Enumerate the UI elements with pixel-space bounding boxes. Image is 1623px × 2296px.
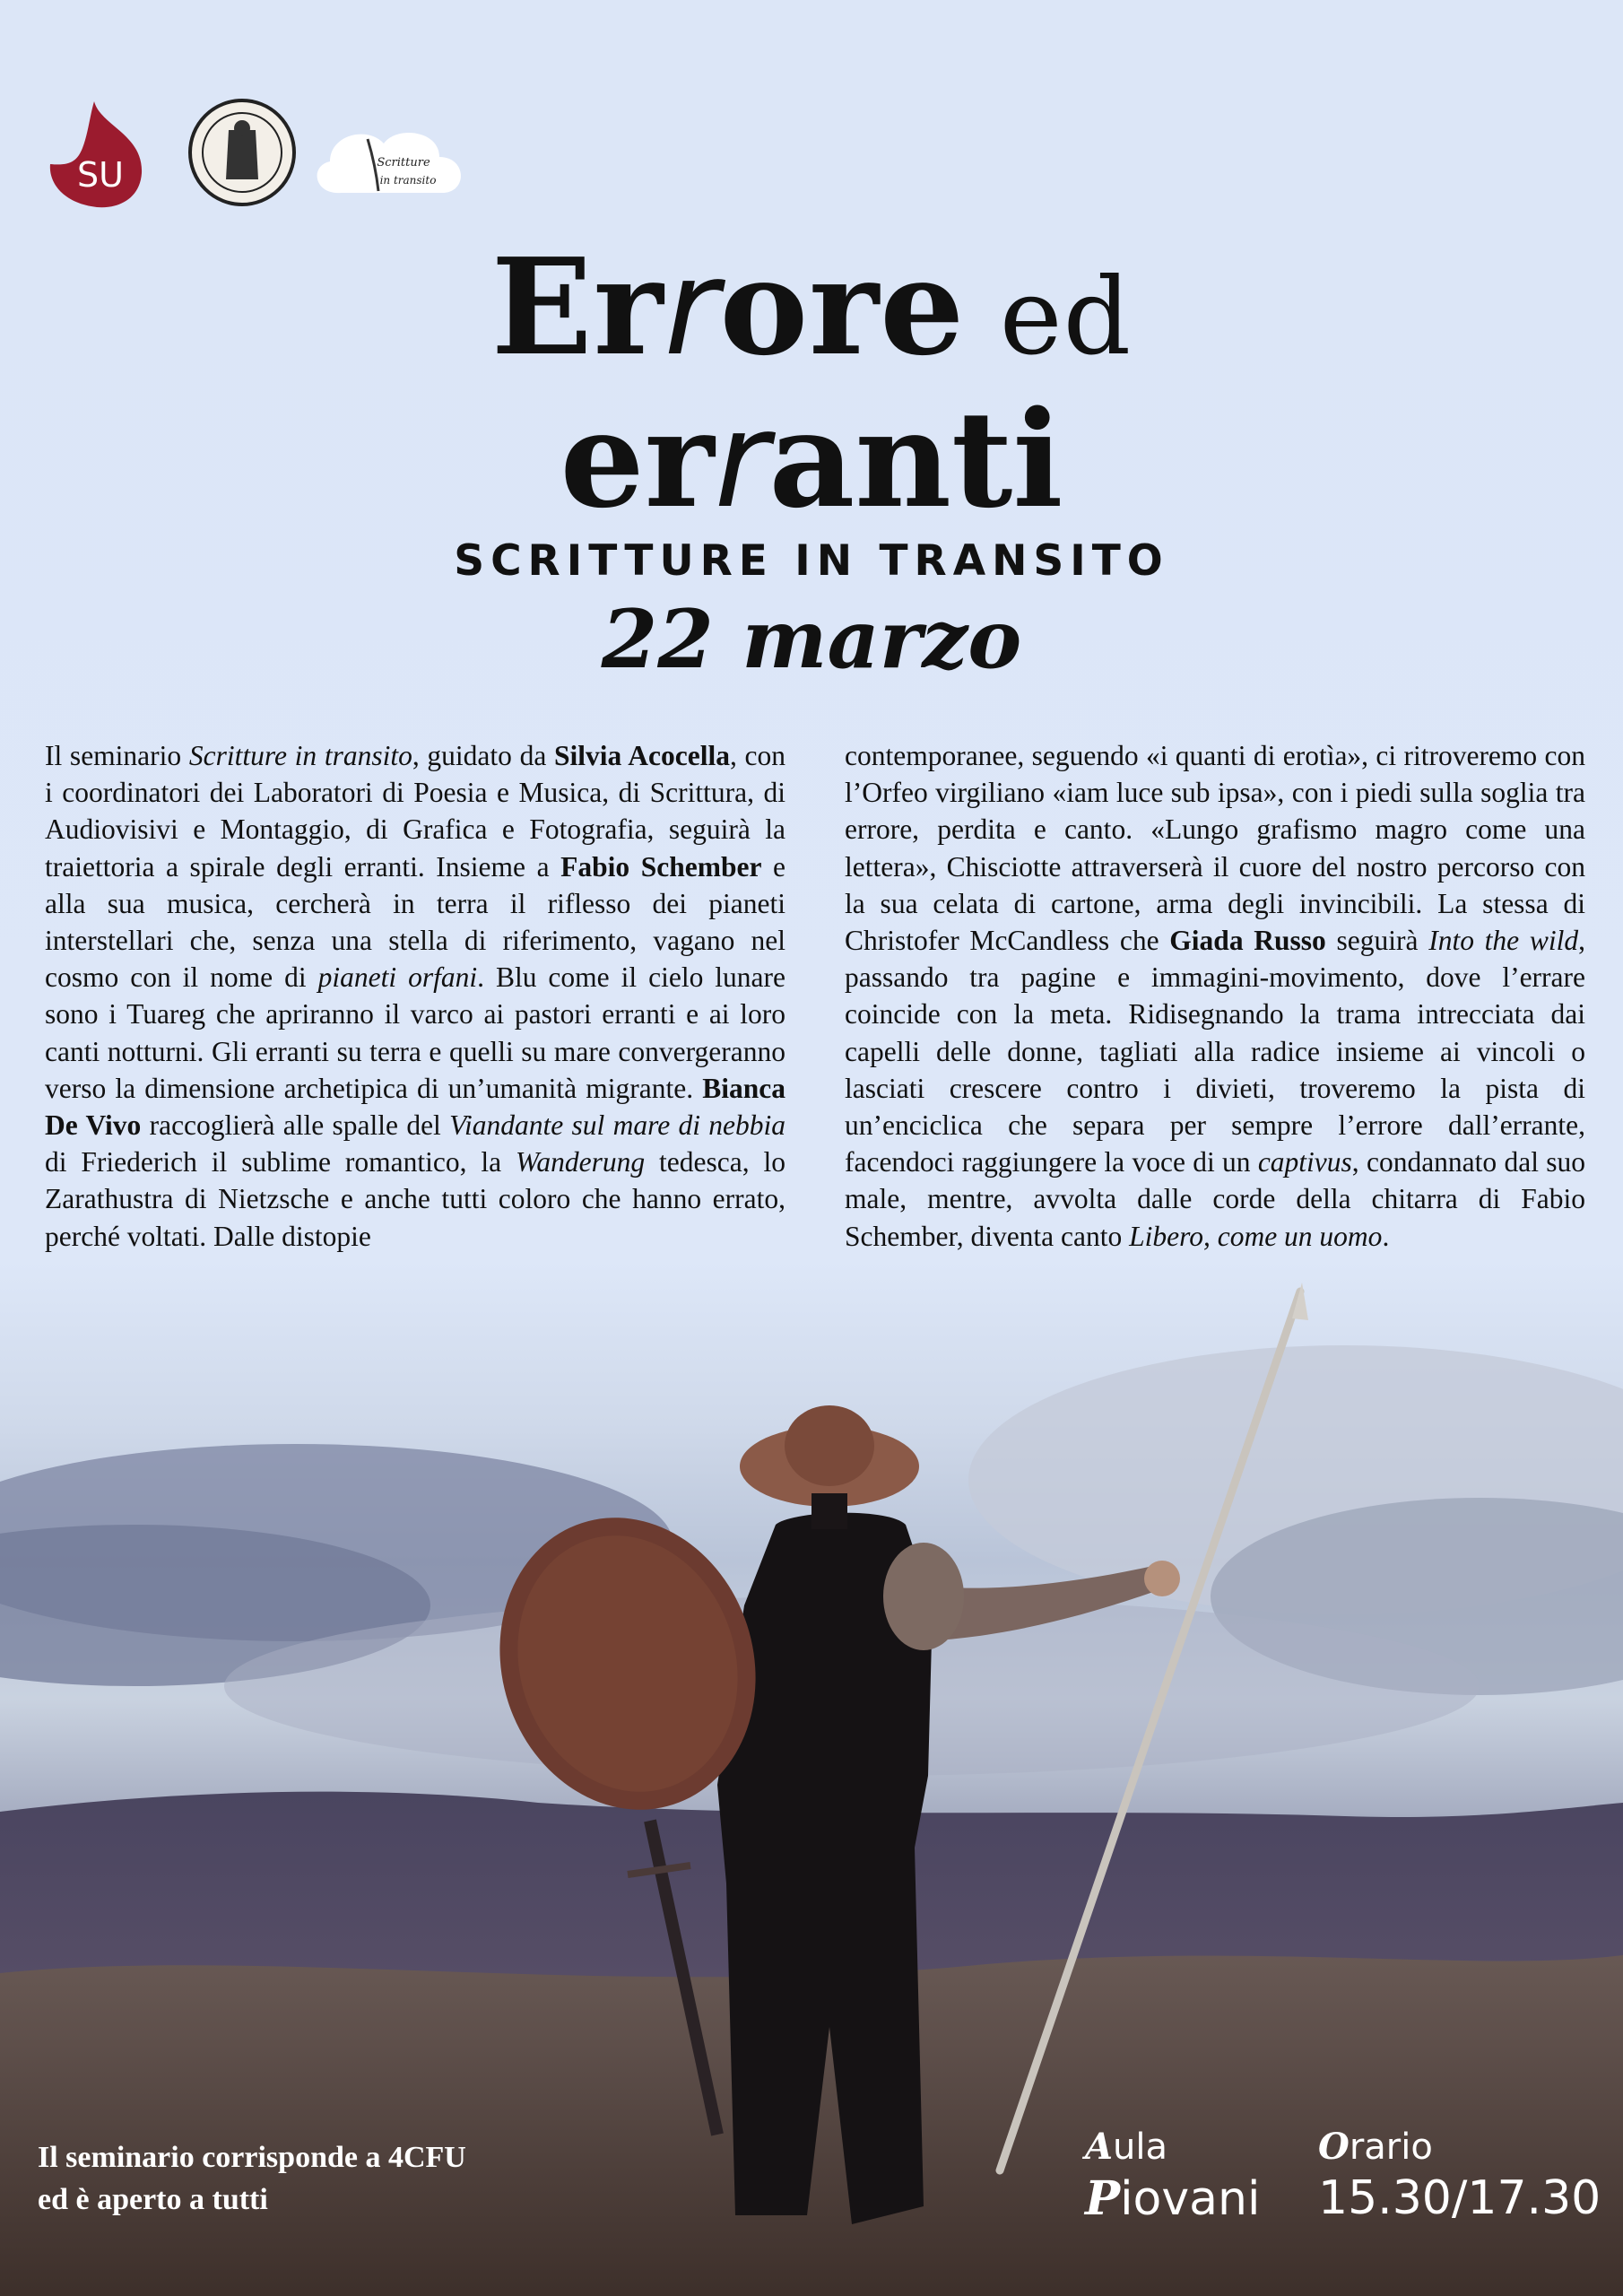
title-line-2: erranti	[560, 381, 1063, 537]
venue-info	[1085, 2126, 1260, 2226]
text-run: Bianca De Vivo	[45, 1072, 785, 1142]
time-info	[1318, 2126, 1601, 2225]
text-run: , guidato da	[412, 740, 555, 771]
venue-label: Aula	[1085, 2126, 1168, 2168]
credits-line-2: ed è aperto a tutti	[38, 2183, 268, 2216]
text-run: Silvia Acocella	[554, 740, 730, 771]
text-run: di Friederich il sublime romantico, la	[45, 1146, 516, 1178]
time-value: 15.30/17.30	[1318, 2171, 1601, 2225]
text-run: , passando tra pagine e immagini-movimento, dove l’errare coincide con la meta. Ridisegnando la trama intrecciata dai capelli delle donne, tagliati alla radice insieme ai vincoli o lasciati crescere contro i divieti, troveremo la pista di un’enciclica che separa per sempre l’errore dall’errante, facendoci raggiungere la voce di un	[845, 925, 1585, 1178]
text-run: Fabio Schember	[560, 850, 762, 883]
text-run: Into the wild	[1428, 925, 1579, 957]
text-run: Wanderung	[516, 1146, 646, 1178]
svg-text:SU: SU	[77, 155, 124, 195]
body-text-right-column	[845, 737, 1585, 1255]
text-run: captivus	[1257, 1146, 1352, 1178]
svg-text:Scritture: Scritture	[377, 156, 430, 170]
text-run: Il seminario	[45, 740, 189, 771]
subtitle: SCRITTURE IN TRANSITO	[454, 536, 1169, 586]
text-run: Giada Russo	[1169, 925, 1326, 957]
scritture-in-transito-logo	[317, 133, 461, 193]
event-date: 22 marzo	[601, 592, 1022, 687]
text-run: seguirà	[1325, 925, 1429, 957]
su-logo	[50, 101, 142, 207]
venue-value: Piovani	[1085, 2171, 1261, 2226]
body-text-left-column	[45, 737, 785, 1255]
title-line-1: Errore ed	[490, 229, 1133, 385]
svg-text:in transito: in transito	[379, 174, 437, 187]
text-run: pianeti orfani	[317, 961, 478, 994]
university-seal-logo	[190, 100, 294, 204]
text-run: . Blu come il cielo lunare sono i Tuareg che apriranno il varco ai pastori erranti e ai loro canti notturni. Gli erranti su terra e quelli su mare convergeranno verso la dimensione archetipica di un’umanità migrante.	[45, 961, 786, 1104]
text-run: raccoglierà alle spalle del	[141, 1109, 450, 1142]
text-run: Viandante sul mare di nebbia	[449, 1109, 786, 1142]
text-run: tedesca, lo Zarathustra di Nietzsche e anche tutti coloro che hanno errato, perché voltati. Dalle distopie	[45, 1146, 786, 1252]
text-run: Scritture in transito	[188, 740, 412, 771]
text-run: , condannato dal suo male, mentre, avvolta dalle corde della chitarra di Fabio Schember, diventa canto	[845, 1146, 1585, 1252]
logos-bar	[45, 94, 529, 215]
credits-note	[38, 2136, 466, 2221]
text-run: , con i coordinatori dei Laboratori di Poesia e Musica, di Scrittura, di Audiovisivi e Montaggio, di Grafica e Fotografia, seguirà la traiettoria a spirale degli erranti. Insieme a	[45, 740, 786, 883]
credits-line-1: Il seminario corrisponde a 4CFU	[38, 2141, 466, 2174]
time-label: Orario	[1318, 2126, 1433, 2168]
text-run: Libero, come un uomo	[1129, 1220, 1383, 1252]
text-run: e alla sua musica, cercherà in terra il riflesso dei pianeti interstellari che, senza una stella di riferimento, vagano nel cosmo con il nome di	[45, 850, 786, 994]
text-run: .	[1382, 1220, 1390, 1252]
text-run: contemporanee, seguendo «i quanti di erotìa», ci ritroveremo con l’Orfeo virgiliano «iam luce sub ipsa», con i piedi sulla soglia tra errore, perdita e canto. «Lungo grafismo magro come una lettera», Chisciotte attraverserà il cuore del nostro percorso con la sua celata di cartone, arma degli invincibili. La stessa di Christofer McCandless che	[845, 740, 1585, 957]
